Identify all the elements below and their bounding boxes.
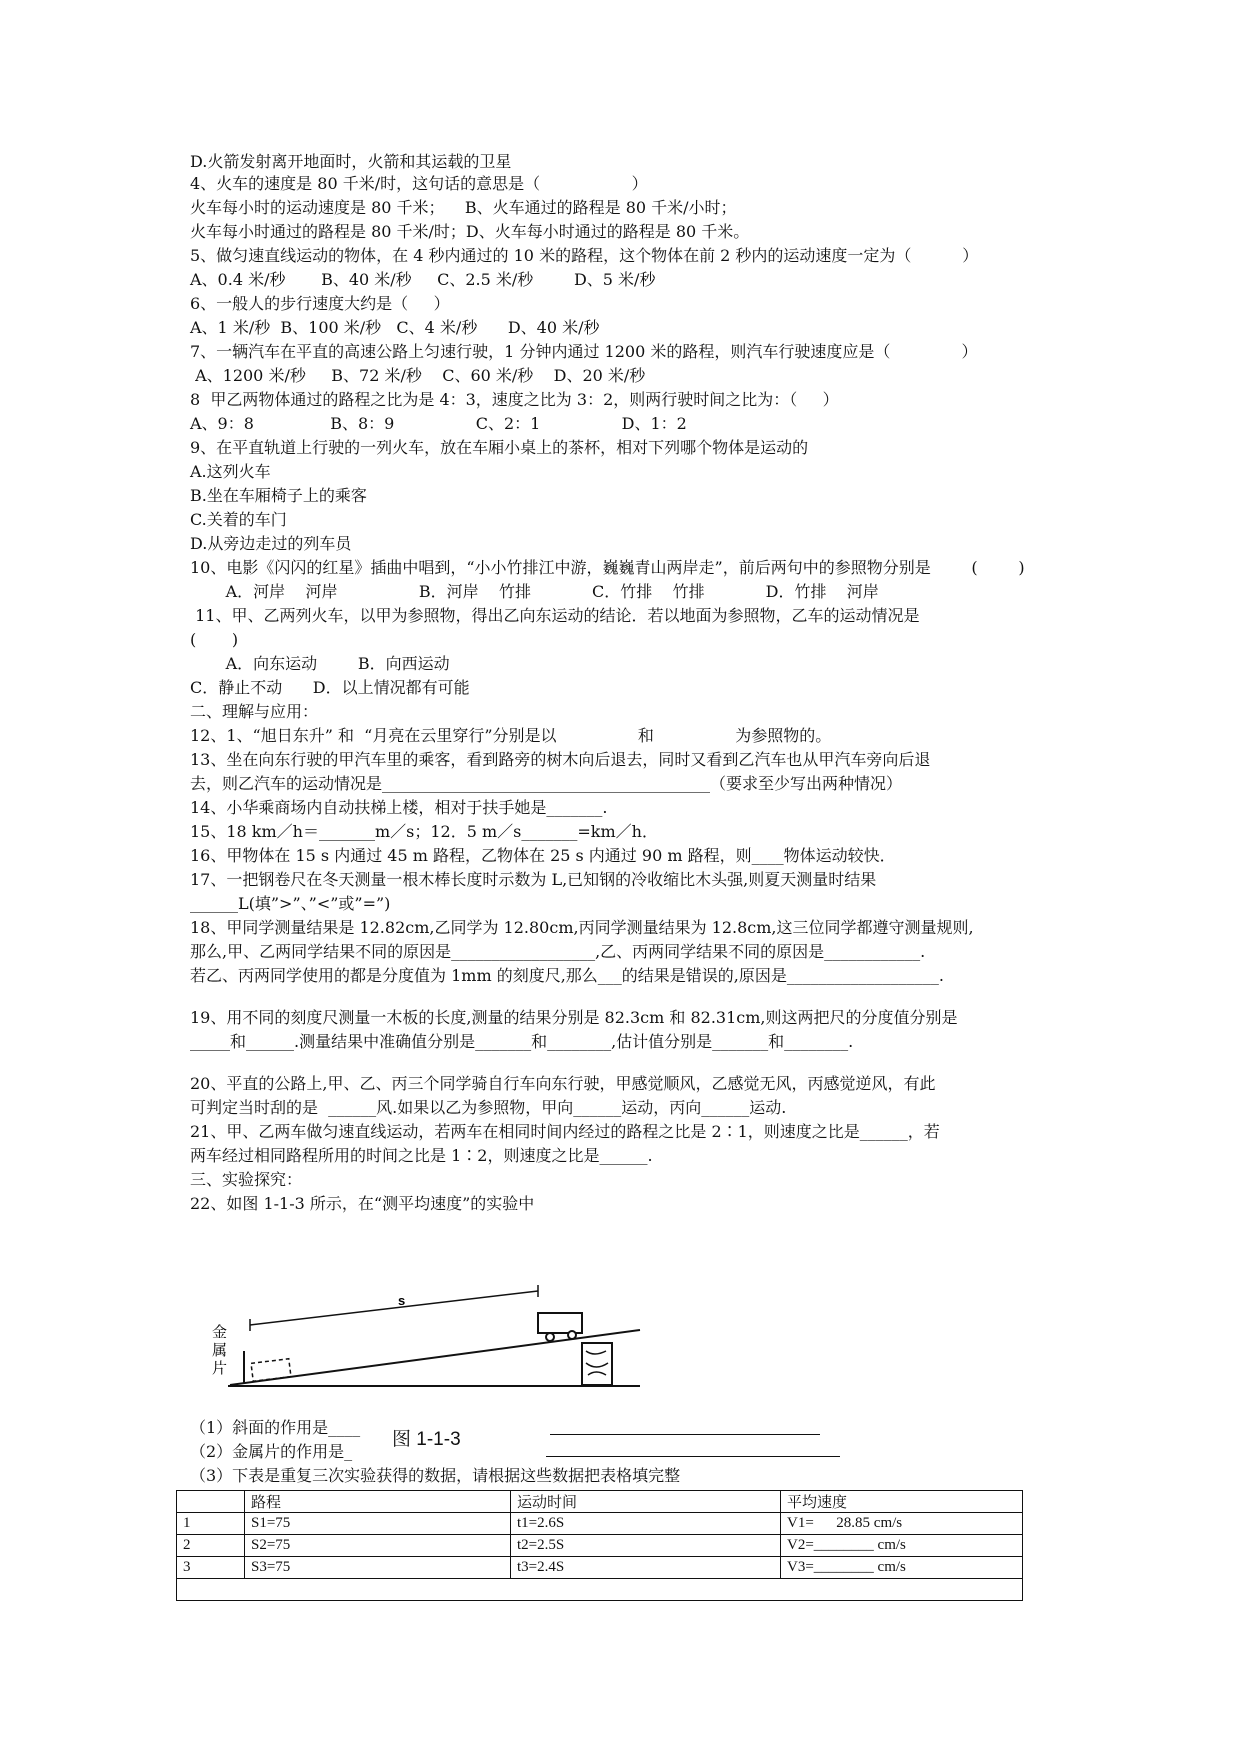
text-line: B.坐在车厢椅子上的乘客 [190, 486, 367, 505]
text-line: 11、甲、乙两列火车，以甲为参照物，得出乙向东运动的结论．若以地面为参照物，乙车的运动情况是 [190, 606, 920, 625]
text-line: A.这列火车 [190, 462, 271, 481]
table-header-cell: 运动时间 [511, 1491, 781, 1513]
text-line: 20、平直的公路上,甲、乙、丙三个同学骑自行车向东行驶，甲感觉顺风，乙感觉无风，丙感觉逆风，有此 [190, 1074, 936, 1093]
cart-start-position [538, 1313, 582, 1333]
distance-arrow [250, 1291, 538, 1325]
text-line: C.关着的车门 [190, 510, 287, 529]
text-line: A．向东运动 B．向西运动 [190, 654, 450, 673]
table-cell: S2=75 [245, 1535, 511, 1557]
text-line: （1）斜面的作用是____ [190, 1418, 361, 1437]
text-line: 15、18 km／h＝_______m／s；12．5 m／s_______=km／h． [190, 822, 658, 841]
text-line: ______L(填”>”、”<”或”=”) [190, 894, 391, 913]
text-line: 若乙、丙两同学使用的都是分度值为 1mm 的刻度尺,那么___的结果是错误的,原因是___________________. [190, 966, 944, 985]
text-line: D.从旁边走过的列车员 [190, 534, 352, 553]
table-cell[interactable]: V2=________ cm/s [781, 1535, 1023, 1557]
text-line: _____和______.测量结果中准确值分别是_______和________,估计值分别是_______和________. [190, 1032, 854, 1051]
text-line: 16、甲物体在 15 s 内通过 45 m 路程，乙物体在 25 s 内通过 90 m 路程，则____物体运动较快． [190, 846, 896, 865]
table-empty-cell [177, 1579, 1023, 1601]
table-header-cell [177, 1491, 245, 1513]
table-cell: t2=2.5S [511, 1535, 781, 1557]
text-line: 19、用不同的刻度尺测量一木板的长度,测量的结果分别是 82.3cm 和 82.31cm,则这两把尺的分度值分别是 [190, 1008, 958, 1027]
answer-blank-2[interactable] [546, 1456, 840, 1457]
metal-plate-label: 金 [212, 1323, 228, 1341]
text-line: A．河岸 河岸 B．河岸 竹排 C．竹排 竹排 D．竹排 河岸 [190, 582, 879, 601]
text-line: 那么,甲、乙两同学结果不同的原因是__________________,乙、丙两同学结果不同的原因是____________. [190, 942, 926, 961]
table-cell: t3=2.4S [511, 1557, 781, 1579]
table-cell: 3 [177, 1557, 245, 1579]
table-header-cell: 路程 [245, 1491, 511, 1513]
svg-text:片: 片 [212, 1359, 228, 1377]
text-line: 14、小华乘商场内自动扶梯上楼，相对于扶手她是_______. [190, 798, 608, 817]
table-row [177, 1557, 1023, 1579]
text-line: 18、甲同学测量结果是 12.82cm,乙同学为 12.80cm,丙同学测量结果为 12.8cm,这三位同学都遵守测量规则, [190, 918, 974, 937]
table-header-row [177, 1491, 1023, 1513]
text-line: 12、1、“旭日东升” 和 “月亮在云里穿行”分别是以 和 为参照物的。 [190, 726, 832, 745]
table-cell: 2 [177, 1535, 245, 1557]
text-line: 4、火车的速度是 80 千米/时，这句话的意思是（ ） [190, 174, 648, 193]
text-line: 可判定当时刮的是 ______风.如果以乙为参照物，甲向______运动，丙向______运动. [190, 1098, 787, 1117]
table-cell: t1=2.6S [511, 1513, 781, 1535]
text-line: 二、理解与应用： [190, 702, 319, 721]
text-line: 10、电影《闪闪的红星》插曲中唱到，“小小竹排江中游，巍巍青山两岸走”，前后两句中的参照物分别是 ( ) [190, 558, 1025, 577]
text-line: 去，则乙汽车的运动情况是_________________________________________（要求至少写出两种情况） [190, 774, 903, 793]
text-line: 9、在平直轨道上行驶的一列火车，放在车厢小桌上的茶杯，相对下列哪个物体是运动的 [190, 438, 809, 457]
table-cell: S3=75 [245, 1557, 511, 1579]
text-line: 13、坐在向东行驶的甲汽车里的乘客，看到路旁的树木向后退去，同时又看到乙汽车也从甲汽车旁向后退 [190, 750, 931, 769]
distance-label-s: s [398, 1293, 406, 1308]
table-cell: S1=75 [245, 1513, 511, 1535]
text-line: 三、实验探究： [190, 1170, 303, 1189]
table-cell: V1= 28.85 cm/s [781, 1513, 1023, 1535]
text-line: A、0.4 米/秒 B、40 米/秒 C、2.5 米/秒 D、5 米/秒 [190, 270, 656, 289]
table-row [177, 1513, 1023, 1535]
text-line: ( ) [190, 630, 239, 649]
text-line: D.火箭发射离开地面时，火箭和其运载的卫星 [190, 152, 512, 171]
table-row [177, 1535, 1023, 1557]
text-line: 17、一把钢卷尺在冬天测量一根木棒长度时示数为 L,已知钢的冷收缩比木头强,则夏天测量时结果 [190, 870, 877, 889]
text-line: A、1 米/秒 B、100 米/秒 C、4 米/秒 D、40 米/秒 [190, 318, 600, 337]
text-line: 6、一般人的步行速度大约是（ ） [190, 294, 450, 313]
table-empty-row [177, 1579, 1023, 1601]
text-line: A、1200 米/秒 B、72 米/秒 C、60 米/秒 D、20 米/秒 [190, 366, 646, 385]
table-cell: 1 [177, 1513, 245, 1535]
text-line: （3）下表是重复三次实验获得的数据，请根据这些数据把表格填完整 [190, 1466, 681, 1485]
text-line: C．静止不动 D．以上情况都有可能 [190, 678, 470, 697]
text-line: 火车每小时的运动速度是 80 千米； B、火车通过的路程是 80 千米/小时； [190, 198, 737, 217]
incline-diagram [200, 1285, 650, 1395]
text-line: （2）金属片的作用是_ [190, 1442, 353, 1461]
figure-caption: 图 1-1-3 [392, 1429, 461, 1450]
text-line: 22、如图 1-1-3 所示，在“测平均速度”的实验中 [190, 1194, 535, 1213]
text-line: 两车经过相同路程所用的时间之比是 1∶2，则速度之比是______. [190, 1146, 653, 1165]
answer-blank-1[interactable] [550, 1434, 820, 1435]
text-line: A、9：8 B、8：9 C、2：1 D、1：2 [190, 414, 687, 433]
text-line: 火车每小时通过的路程是 80 千米/时；D、火车每小时通过的路程是 80 千米。 [190, 222, 750, 241]
text-line: 21、甲、乙两车做匀速直线运动，若两车在相同时间内经过的路程之比是 2∶1，则速度之比是______，若 [190, 1122, 940, 1141]
experiment-data-table [176, 1490, 1023, 1601]
table-header-cell: 平均速度 [781, 1491, 1023, 1513]
text-line: 7、一辆汽车在平直的高速公路上匀速行驶，1 分钟内通过 1200 米的路程，则汽车行驶速度应是（ ） [190, 342, 978, 361]
svg-text:属: 属 [212, 1341, 228, 1359]
incline-surface [230, 1330, 640, 1385]
text-line: 5、做匀速直线运动的物体，在 4 秒内通过的 10 米的路程，这个物体在前 2 秒内的运动速度一定为（ ） [190, 246, 979, 265]
table-cell[interactable]: V3=________ cm/s [781, 1557, 1023, 1579]
text-line: 8 甲乙两物体通过的路程之比为是 4：3，速度之比为 3：2，则两行驶时间之比为：（ ） [190, 390, 839, 409]
